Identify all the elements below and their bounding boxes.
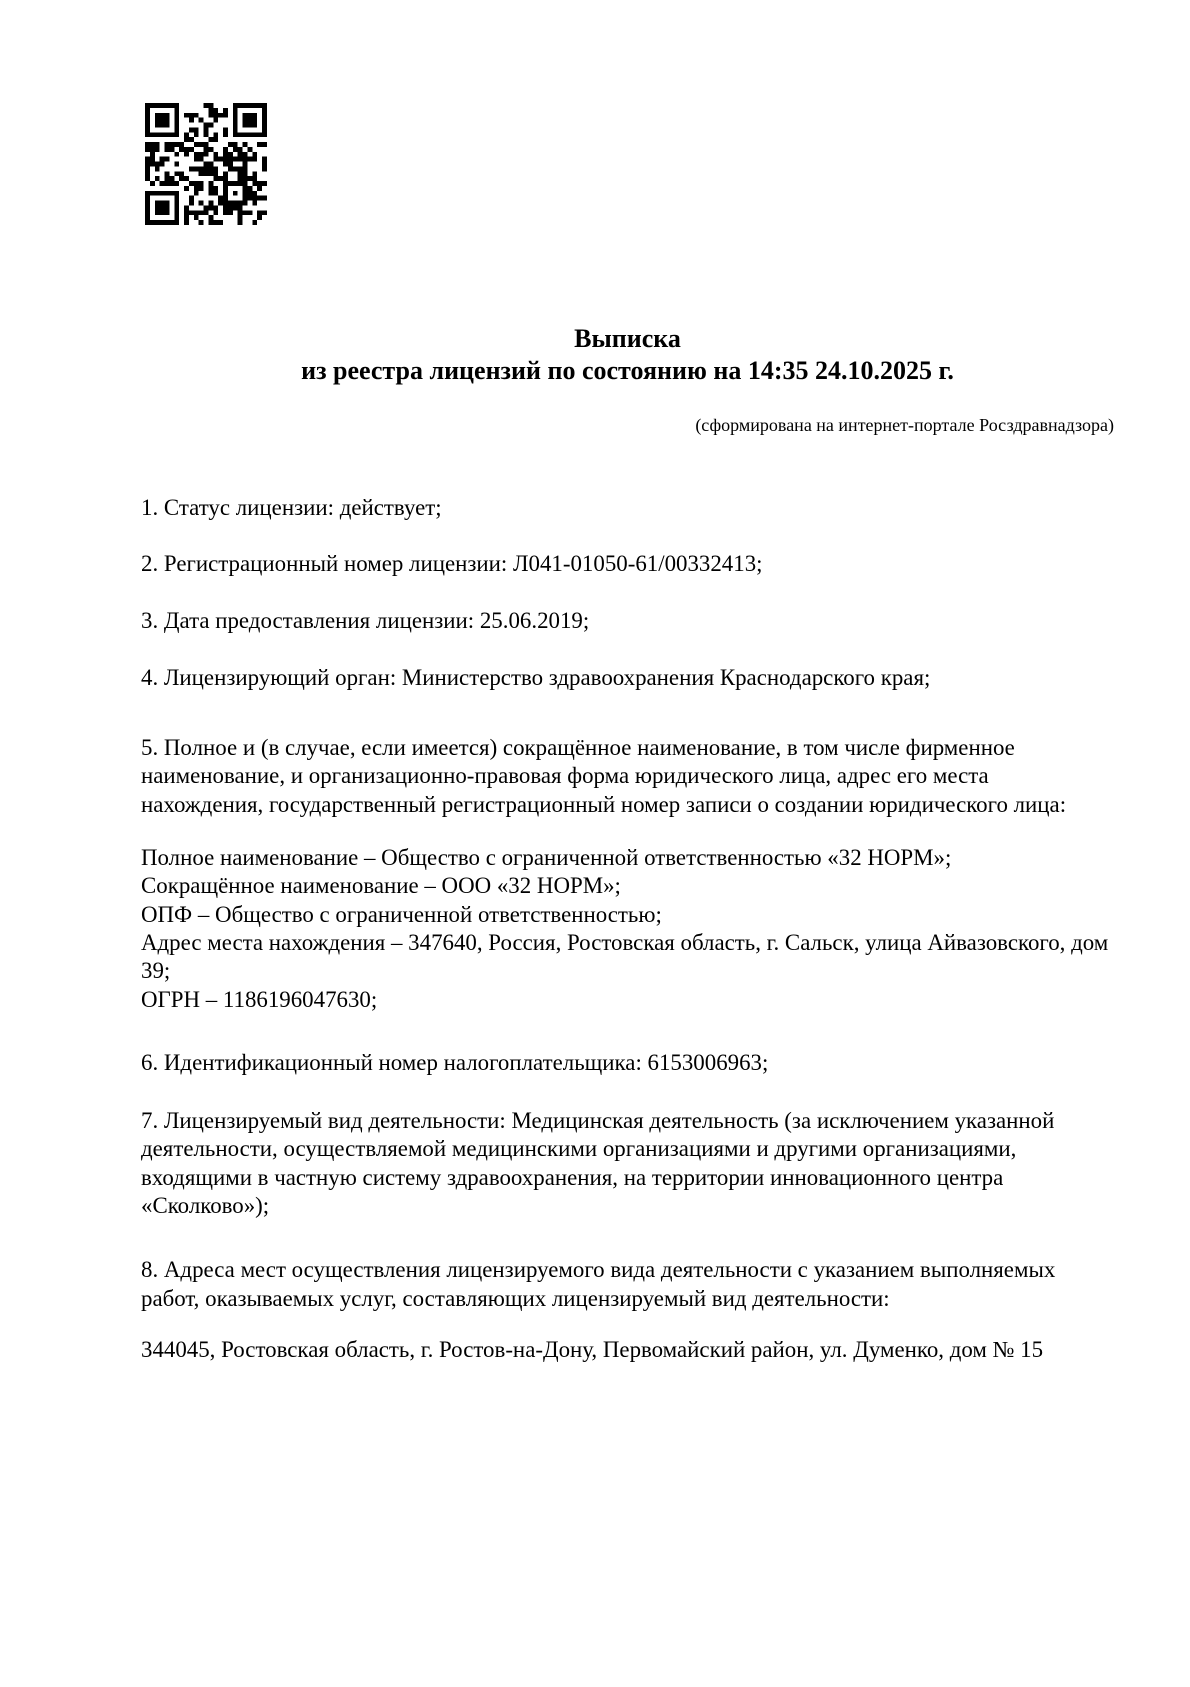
licensed-activity-paragraph: 7. Лицензируемый вид деятельности: Медицинская деятельность (за исключением указанной деятельности, осуществляемой медицинскими организациями и другими организациями, входящими в частную систему здравоохранения, на территории инновационного центра «Сколково»); bbox=[141, 1108, 1055, 1219]
activity-addresses-heading: 8. Адреса мест осуществления лицензируемого вида деятельности с указанием выполняемых работ, оказываемых услуг, составляющих лицензируемый вид деятельности: bbox=[141, 1257, 1056, 1311]
license-status-line: 1. Статус лицензии: действует; bbox=[141, 495, 442, 520]
document-body bbox=[141, 494, 1114, 1364]
license-extract-page bbox=[0, 103, 1190, 1687]
item-5-heading: 5. Полное и (в случае, если имеется) сокращённое наименование, в том числе фирменное наименование, и организационно-правовая форма юридического лица, адрес его места нахождения, государственный регистрационный номер записи о создании юридического лица: bbox=[141, 735, 1067, 817]
registration-number-line: 2. Регистрационный номер лицензии: Л041-01050-61/00332413; bbox=[141, 551, 763, 577]
activity-address-line: 344045, Ростовская область, г. Ростов-на-Дону, Первомайский район, ул. Думенко, дом № 15 bbox=[141, 1336, 1044, 1362]
document-subtitle: (сформирована на интернет-портале Росздравнадзора) bbox=[695, 415, 1114, 435]
document-title-line2: из реестра лицензий по состоянию на 14:35 24.10.2025 г. bbox=[301, 356, 954, 385]
licensing-authority-line: 4. Лицензирующий орган: Министерство здравоохранения Краснодарского края; bbox=[141, 664, 931, 690]
document-title-line1: Выписка bbox=[574, 324, 681, 353]
organization-details-block: Полное наименование – Общество с ограниченной ответственностью «32 НОРМ»; Сокращённое наименование – ООО «32 НОРМ»; ОПФ – Общество с ограниченной ответственностью; Адрес места нахождения – 347640, Россия, Ростовская область, г. Сальск, улица Айвазовского, дом 39; ОГРН – 1186196047630; bbox=[141, 845, 1109, 1012]
taxpayer-inn-line: 6. Идентификационный номер налогоплательщика: 6153006963; bbox=[141, 1049, 769, 1075]
license-grant-date-line: 3. Дата предоставления лицензии: 25.06.2019; bbox=[141, 607, 590, 633]
document-title bbox=[141, 323, 1114, 387]
qr-code-icon bbox=[145, 103, 267, 225]
